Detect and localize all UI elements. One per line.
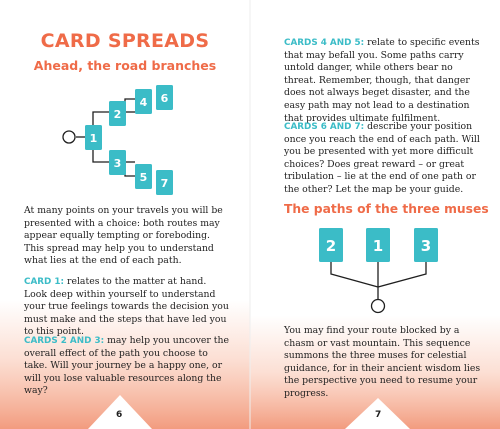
- svg-text:7: 7: [160, 177, 169, 190]
- card1-label: CARD 1:: [24, 277, 65, 287]
- cards67-paragraph: [284, 121, 484, 197]
- tarot-card: [135, 164, 152, 189]
- tarot-card: [85, 125, 102, 150]
- branching-spread-diagram: [55, 82, 195, 200]
- muses-text: You may find your route blocked by a chasm or vast mountain. This sequence summons the three muses for celestial guidance, for in their ancient wisdom lies the perspective you need to resume your progress.: [284, 325, 481, 399]
- tarot-card: [414, 228, 438, 262]
- page-number: 6: [116, 410, 123, 420]
- svg-text:4: 4: [139, 96, 148, 109]
- card1-paragraph: [24, 276, 230, 339]
- cards67-label: CARDS 6 AND 7:: [284, 122, 365, 132]
- svg-text:1: 1: [372, 237, 384, 255]
- page-title: CARD SPREADS: [40, 30, 210, 52]
- end-circle: [372, 300, 385, 313]
- tarot-card: [319, 228, 343, 262]
- start-circle: [63, 131, 75, 143]
- tarot-card: [109, 101, 126, 126]
- svg-text:2: 2: [325, 237, 337, 255]
- intro-paragraph: [24, 205, 230, 268]
- cards23-label: CARDS 2 AND 3:: [24, 336, 105, 346]
- card1-text: relates to the matter at hand. Look deep within yourself to understand your true feelings towards the decision you must make and the steps that have led you to this point.: [24, 276, 229, 338]
- svg-text:3: 3: [420, 237, 432, 255]
- tarot-card: [109, 150, 126, 175]
- tarot-card: [366, 228, 390, 262]
- tarot-card: [156, 170, 173, 195]
- tarot-card: [135, 89, 152, 114]
- right-page: [250, 0, 500, 429]
- svg-text:3: 3: [113, 157, 122, 170]
- svg-text:1: 1: [89, 132, 98, 145]
- intro-text: At many points on your travels you will be presented with a choice: both routes may appear equally tempting or foreboding. This spread may help you to understand what lies at the end of each path.: [24, 205, 223, 267]
- svg-text:6: 6: [160, 92, 169, 105]
- page-number: 7: [375, 410, 382, 420]
- cards45-text: relate to specific events that may befall you. Some paths carry untold danger, while others bear no threat. Remember, though, that danger does not always beget disaster, and the easy path may not lead to a destination that provides ultimate fulfilment.: [284, 37, 480, 124]
- cards45-label: CARDS 4 AND 5:: [284, 38, 365, 48]
- tarot-card: [156, 85, 173, 110]
- cards45-paragraph: [284, 37, 484, 125]
- section-heading: The paths of the three muses: [284, 202, 489, 216]
- cards23-paragraph: [24, 335, 230, 398]
- svg-text:5: 5: [139, 171, 148, 184]
- cards23-text: may help you uncover the overall effect of the path you choose to take. Will your journey be a happy one, or will you lose valuable resources along the way?: [24, 335, 229, 397]
- svg-text:2: 2: [113, 108, 122, 121]
- section-subtitle: Ahead, the road branches: [33, 58, 217, 73]
- three-muses-diagram: [300, 224, 460, 320]
- muses-paragraph: [284, 325, 484, 401]
- cards67-text: describe your position once you reach the end of each path. Will you be presented with yet more difficult choices? Does great reward – or great tribulation – lie at the end of one path or the other? Let the map be your guide.: [284, 121, 480, 195]
